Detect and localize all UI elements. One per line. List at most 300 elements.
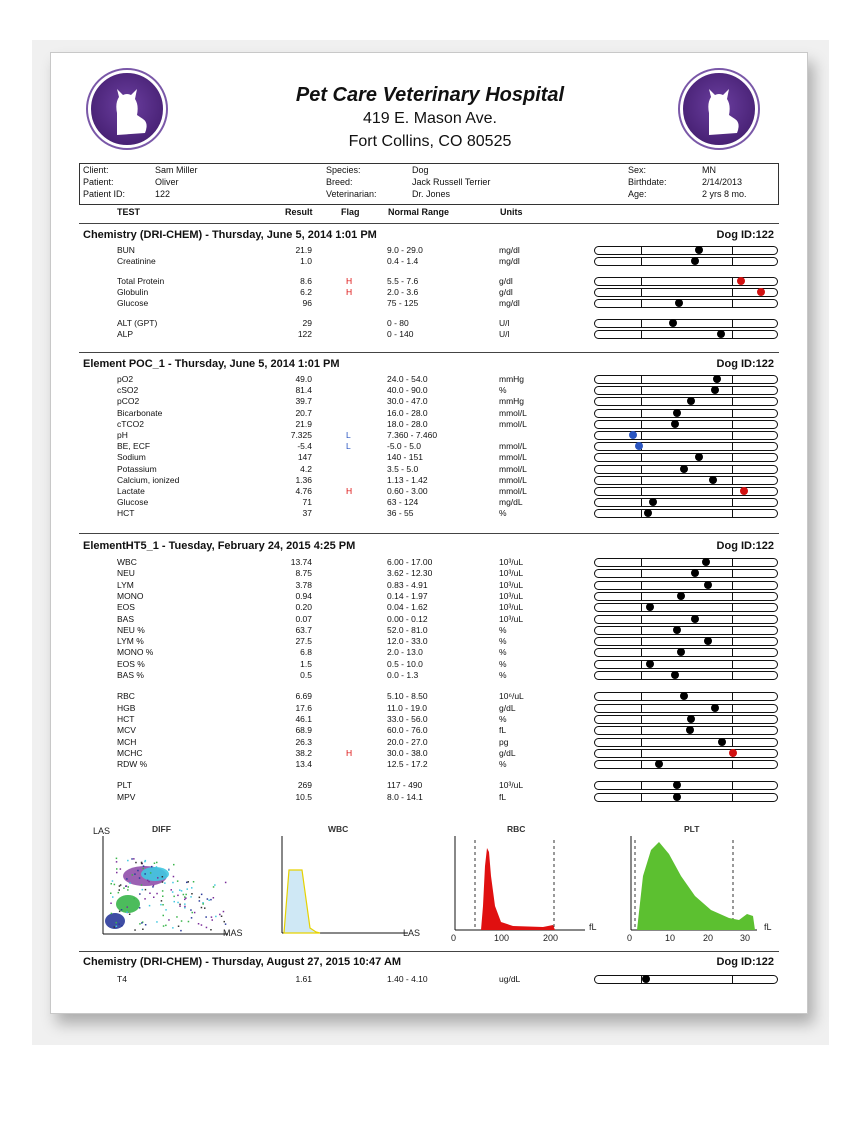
flag-indicator: H: [346, 287, 353, 297]
test-name: Creatinine: [117, 256, 156, 266]
range-limit-tick: [732, 760, 733, 769]
plt-histogram-curve: [637, 842, 755, 930]
range-gauge: [594, 288, 778, 297]
diff-point: [139, 907, 141, 909]
result-marker: [711, 386, 719, 394]
result-value: 6.2: [300, 287, 312, 297]
plt-tick-0: 0: [627, 933, 633, 943]
result-marker: [673, 781, 681, 789]
range-limit-tick: [732, 487, 733, 496]
result-value: 4.76: [295, 486, 312, 496]
test-name: ALT (GPT): [117, 318, 158, 328]
diff-point: [172, 891, 174, 893]
diff-point: [225, 882, 227, 884]
diff-point: [204, 907, 206, 909]
units: 10³/uL: [499, 579, 524, 590]
range-limit-tick: [732, 581, 733, 590]
diff-point: [116, 858, 118, 860]
diff-point: [110, 893, 112, 895]
range-gauge: [594, 760, 778, 769]
range-limit-tick: [732, 671, 733, 680]
diff-point: [206, 927, 208, 929]
result-marker: [740, 487, 748, 495]
result-value: 49.0: [295, 374, 312, 384]
client-label: Client:: [83, 165, 109, 175]
result-value: 63.7: [295, 624, 312, 635]
diff-point: [120, 884, 122, 886]
diff-point: [193, 881, 195, 883]
units: mg/dL: [499, 497, 523, 508]
range-limit-tick: [732, 431, 733, 440]
result-row: [0, 703, 860, 714]
range-limit-tick: [641, 760, 642, 769]
veterinarian-value: Dr. Jones: [412, 189, 451, 199]
range-limit-tick: [641, 453, 642, 462]
diff-point: [141, 884, 143, 886]
range-limit-tick: [641, 409, 642, 418]
result-marker: [671, 671, 679, 679]
normal-range: 0 - 80: [387, 318, 409, 328]
range-limit-tick: [641, 288, 642, 297]
rbc-histogram: [453, 836, 588, 934]
range-limit-tick: [732, 738, 733, 747]
range-limit-tick: [732, 453, 733, 462]
wbc-histogram: [280, 836, 410, 938]
range-limit-tick: [641, 648, 642, 657]
test-name: Globulin: [117, 287, 149, 297]
diff-point: [134, 873, 136, 875]
diff-point: [116, 861, 118, 863]
diff-point: [134, 898, 136, 900]
flag-indicator: H: [346, 486, 353, 496]
range-gauge: [594, 487, 778, 496]
plt-tick-10: 10: [665, 933, 676, 943]
wbc-graph-title: WBC: [328, 824, 349, 834]
column-header-test: TEST: [117, 207, 141, 217]
normal-range: 1.40 - 4.10: [387, 974, 428, 984]
section-divider: [79, 352, 779, 353]
diff-point: [129, 914, 131, 916]
result-marker: [687, 715, 695, 723]
result-marker: [629, 431, 637, 439]
diff-point: [137, 870, 139, 872]
range-limit-tick: [732, 420, 733, 429]
diff-point: [119, 889, 121, 891]
test-name: Bicarbonate: [117, 407, 163, 418]
normal-range: 1.13 - 1.42: [387, 474, 428, 485]
diff-point: [162, 876, 164, 878]
units: %: [499, 508, 507, 519]
result-value: 1.5: [300, 658, 312, 669]
diff-ylabel: LAS: [93, 826, 111, 836]
patient-value: Oliver: [155, 177, 179, 187]
range-limit-tick: [641, 476, 642, 485]
range-gauge: [594, 660, 778, 669]
range-gauge: [594, 498, 778, 507]
range-limit-tick: [641, 581, 642, 590]
sex-label: Sex:: [628, 165, 647, 175]
flag-indicator: H: [346, 276, 353, 286]
diff-point: [211, 916, 213, 918]
diff-point: [215, 916, 217, 918]
result-row: [0, 647, 860, 658]
range-gauge: [594, 420, 778, 429]
diff-point: [191, 917, 193, 919]
diff-point: [179, 905, 181, 907]
diff-point: [144, 861, 146, 863]
units: mmol/L: [499, 418, 527, 429]
veterinarian-label: Veterinarian:: [326, 189, 377, 199]
result-value: 7.325: [290, 430, 312, 440]
normal-range: 20.0 - 27.0: [387, 736, 428, 747]
range-limit-tick: [732, 319, 733, 328]
range-limit-tick: [641, 465, 642, 474]
diff-point: [191, 893, 193, 895]
diff-point: [132, 874, 134, 876]
normal-range: 36 - 55: [387, 508, 414, 519]
result-row: [0, 374, 860, 385]
units: U/l: [499, 329, 510, 339]
test-name: LYM: [117, 579, 134, 590]
range-gauge: [594, 386, 778, 395]
result-value: 21.9: [295, 245, 312, 255]
range-limit-tick: [732, 726, 733, 735]
result-value: 39.7: [295, 396, 312, 407]
plt-tick-30: 30: [740, 933, 751, 943]
diff-point: [181, 920, 183, 922]
test-name: cSO2: [117, 385, 139, 396]
result-row: [0, 276, 860, 287]
result-value: 20.7: [295, 407, 312, 418]
diff-point: [160, 904, 162, 906]
diff-point: [168, 869, 170, 871]
result-value: 96: [302, 298, 312, 308]
range-limit-tick: [641, 375, 642, 384]
test-name: Glucose: [117, 497, 149, 508]
test-name: Total Protein: [117, 276, 165, 286]
range-gauge: [594, 509, 778, 518]
result-row: [0, 464, 860, 475]
range-limit-tick: [732, 476, 733, 485]
diff-point: [131, 858, 133, 860]
diff-point: [191, 887, 193, 889]
test-name: RDW %: [117, 759, 148, 770]
result-marker: [691, 257, 699, 265]
normal-range: -5.0 - 5.0: [387, 441, 422, 452]
diff-point: [123, 887, 125, 889]
range-limit-tick: [641, 738, 642, 747]
species-value: Dog: [412, 165, 429, 175]
test-name: Potassium: [117, 463, 157, 474]
range-gauge: [594, 277, 778, 286]
diff-point: [186, 882, 188, 884]
normal-range: 52.0 - 81.0: [387, 624, 428, 635]
result-row: [0, 714, 860, 725]
range-gauge: [594, 397, 778, 406]
diff-point: [139, 893, 141, 895]
diff-point: [121, 909, 123, 911]
section-divider: [79, 951, 779, 952]
hospital-name: Pet Care Veterinary Hospital: [295, 84, 565, 106]
diff-point: [162, 904, 164, 906]
normal-range: 3.62 - 12.30: [387, 568, 433, 579]
diff-point: [114, 926, 116, 928]
diff-point: [202, 903, 204, 905]
range-gauge: [594, 603, 778, 612]
range-gauge: [594, 453, 778, 462]
result-value: 71: [302, 497, 312, 508]
column-header-result: Result: [285, 207, 313, 217]
diff-point: [164, 882, 166, 884]
units: %: [499, 636, 507, 647]
range-limit-tick: [641, 603, 642, 612]
range-limit-tick: [641, 319, 642, 328]
normal-range: 0.5 - 10.0: [387, 658, 423, 669]
diff-point: [185, 894, 187, 896]
units: 10³/uL: [499, 780, 524, 791]
breed-label: Breed:: [326, 177, 353, 187]
diff-cluster-green: [116, 895, 140, 913]
diff-point: [118, 892, 120, 894]
test-name: Sodium: [117, 452, 146, 463]
result-row: [0, 670, 860, 681]
test-name: BUN: [117, 245, 135, 255]
test-name: T4: [117, 974, 127, 984]
normal-range: 5.10 - 8.50: [387, 691, 428, 702]
diff-point: [112, 896, 114, 898]
units: %: [499, 670, 507, 680]
normal-range: 0.83 - 4.91: [387, 579, 428, 590]
result-value: 6.69: [295, 691, 312, 702]
units: mmol/L: [499, 474, 527, 485]
result-row: [0, 748, 860, 759]
result-value: 6.8: [300, 647, 312, 658]
result-value: 122: [297, 329, 312, 339]
diff-point: [139, 877, 141, 879]
result-marker: [635, 442, 643, 450]
result-value: 0.94: [295, 590, 312, 601]
test-name: PLT: [117, 780, 132, 791]
diff-point: [126, 912, 128, 914]
result-value: 21.9: [295, 418, 312, 429]
normal-range: 16.0 - 28.0: [387, 407, 428, 418]
range-limit-tick: [732, 558, 733, 567]
diff-point: [135, 862, 137, 864]
range-limit-tick: [732, 704, 733, 713]
range-limit-tick: [641, 558, 642, 567]
range-limit-tick: [641, 420, 642, 429]
range-limit-tick: [641, 692, 642, 701]
result-value: 46.1: [295, 713, 312, 724]
diff-scatterplot: [100, 836, 230, 938]
diff-point: [172, 882, 174, 884]
birthdate-value: 2/14/2013: [702, 177, 743, 187]
diff-point: [210, 929, 212, 931]
range-gauge: [594, 626, 778, 635]
diff-point: [153, 885, 155, 887]
range-limit-tick: [641, 793, 642, 802]
units: pg: [499, 736, 509, 747]
range-limit-tick: [732, 975, 733, 984]
diff-point: [188, 921, 190, 923]
result-marker: [737, 277, 745, 285]
range-limit-tick: [732, 715, 733, 724]
diff-point: [221, 916, 223, 918]
test-name: WBC: [117, 557, 137, 567]
birthdate-label: Birthdate:: [628, 177, 667, 187]
section-patient-id: Dog ID:122: [716, 956, 774, 968]
range-limit-tick: [732, 330, 733, 339]
diff-point: [149, 893, 151, 895]
result-value: 1.61: [295, 974, 312, 984]
hospital-address-city: Fort Collins, CO 80525: [348, 133, 512, 150]
result-value: 27.5: [295, 636, 312, 647]
test-name: MPV: [117, 791, 136, 802]
plt-graph-title: PLT: [684, 824, 700, 834]
range-gauge: [594, 476, 778, 485]
result-row: [0, 691, 860, 702]
result-row: [0, 318, 860, 329]
range-limit-tick: [732, 637, 733, 646]
diff-point: [179, 904, 181, 906]
diff-point: [201, 907, 203, 909]
diff-point: [157, 877, 159, 879]
units: 10³/uL: [499, 590, 524, 601]
result-marker: [677, 648, 685, 656]
range-limit-tick: [732, 592, 733, 601]
diff-point: [139, 923, 141, 925]
range-limit-tick: [732, 375, 733, 384]
rbc-histogram-curve: [481, 848, 555, 930]
range-limit-tick: [641, 781, 642, 790]
result-row: [0, 591, 860, 602]
result-marker: [711, 704, 719, 712]
units: ug/dL: [499, 974, 521, 984]
diff-xlabel: MAS: [223, 928, 243, 938]
diff-point: [225, 923, 227, 925]
diff-point: [184, 907, 186, 909]
test-name: NEU %: [117, 624, 145, 635]
result-value: 1.0: [300, 256, 312, 266]
diff-point: [142, 868, 144, 870]
range-limit-tick: [732, 648, 733, 657]
diff-point: [198, 923, 200, 925]
hospital-address-street: 419 E. Mason Ave.: [362, 110, 497, 127]
range-gauge: [594, 558, 778, 567]
diff-point: [199, 900, 201, 902]
diff-point: [134, 929, 136, 931]
diff-point: [148, 881, 150, 883]
result-marker: [757, 288, 765, 296]
result-marker: [695, 246, 703, 254]
diff-point: [162, 881, 164, 883]
diff-point: [201, 894, 203, 896]
section-divider: [79, 533, 779, 534]
patient-id-label: Patient ID:: [83, 189, 126, 199]
units: 10³/uL: [499, 557, 524, 567]
normal-range: 0.14 - 1.97: [387, 590, 428, 601]
units: 10³/uL: [499, 568, 524, 579]
flag-indicator: L: [346, 441, 351, 452]
diff-point: [176, 916, 178, 918]
result-value: 13.74: [290, 557, 312, 567]
sex-value: MN: [702, 165, 716, 175]
diff-point: [126, 878, 128, 880]
result-row: [0, 298, 860, 309]
range-gauge: [594, 319, 778, 328]
result-value: 3.78: [295, 579, 312, 590]
range-limit-tick: [732, 793, 733, 802]
range-limit-tick: [641, 592, 642, 601]
range-limit-tick: [641, 615, 642, 624]
diff-point: [161, 900, 163, 902]
normal-range: 33.0 - 56.0: [387, 713, 428, 724]
range-limit-tick: [732, 442, 733, 451]
range-gauge: [594, 793, 778, 802]
diff-point: [178, 926, 180, 928]
result-value: 13.4: [295, 759, 312, 770]
result-row: [0, 602, 860, 613]
range-gauge: [594, 465, 778, 474]
result-marker: [695, 453, 703, 461]
result-row: [0, 974, 860, 985]
range-limit-tick: [732, 246, 733, 255]
result-row: [0, 557, 860, 568]
range-limit-tick: [732, 498, 733, 507]
diff-point: [144, 873, 146, 875]
result-marker: [709, 476, 717, 484]
result-marker: [649, 498, 657, 506]
test-name: HCT: [117, 713, 135, 724]
range-gauge: [594, 330, 778, 339]
range-limit-tick: [732, 660, 733, 669]
units: g/dL: [499, 702, 516, 713]
diff-point: [111, 913, 113, 915]
diff-scatter-points: [110, 858, 226, 932]
units: 10⁶/uL: [499, 691, 524, 702]
diff-point: [142, 929, 144, 931]
age-label: Age:: [628, 189, 647, 199]
normal-range: 12.0 - 33.0: [387, 636, 428, 647]
diff-graph-title: DIFF: [152, 824, 171, 834]
diff-point: [142, 889, 144, 891]
result-row: [0, 385, 860, 396]
range-gauge: [594, 975, 778, 984]
test-name: MCH: [117, 736, 137, 747]
diff-point: [126, 885, 128, 887]
flag-indicator: L: [346, 430, 351, 440]
result-marker: [713, 375, 721, 383]
result-row: [0, 408, 860, 419]
result-row: [0, 329, 860, 340]
diff-point: [128, 886, 130, 888]
diff-point: [145, 889, 147, 891]
result-row: [0, 568, 860, 579]
range-limit-tick: [641, 660, 642, 669]
range-limit-tick: [641, 749, 642, 758]
plt-unit: fL: [764, 922, 772, 932]
column-header-units: Units: [500, 207, 523, 217]
result-row: [0, 737, 860, 748]
normal-range: 60.0 - 76.0: [387, 725, 428, 736]
range-limit-tick: [732, 509, 733, 518]
breed-value: Jack Russell Terrier: [412, 177, 491, 187]
normal-range: 0.04 - 1.62: [387, 602, 428, 613]
result-marker: [646, 660, 654, 668]
result-value: -5.4: [297, 441, 312, 452]
result-row: [0, 475, 860, 486]
range-gauge: [594, 431, 778, 440]
